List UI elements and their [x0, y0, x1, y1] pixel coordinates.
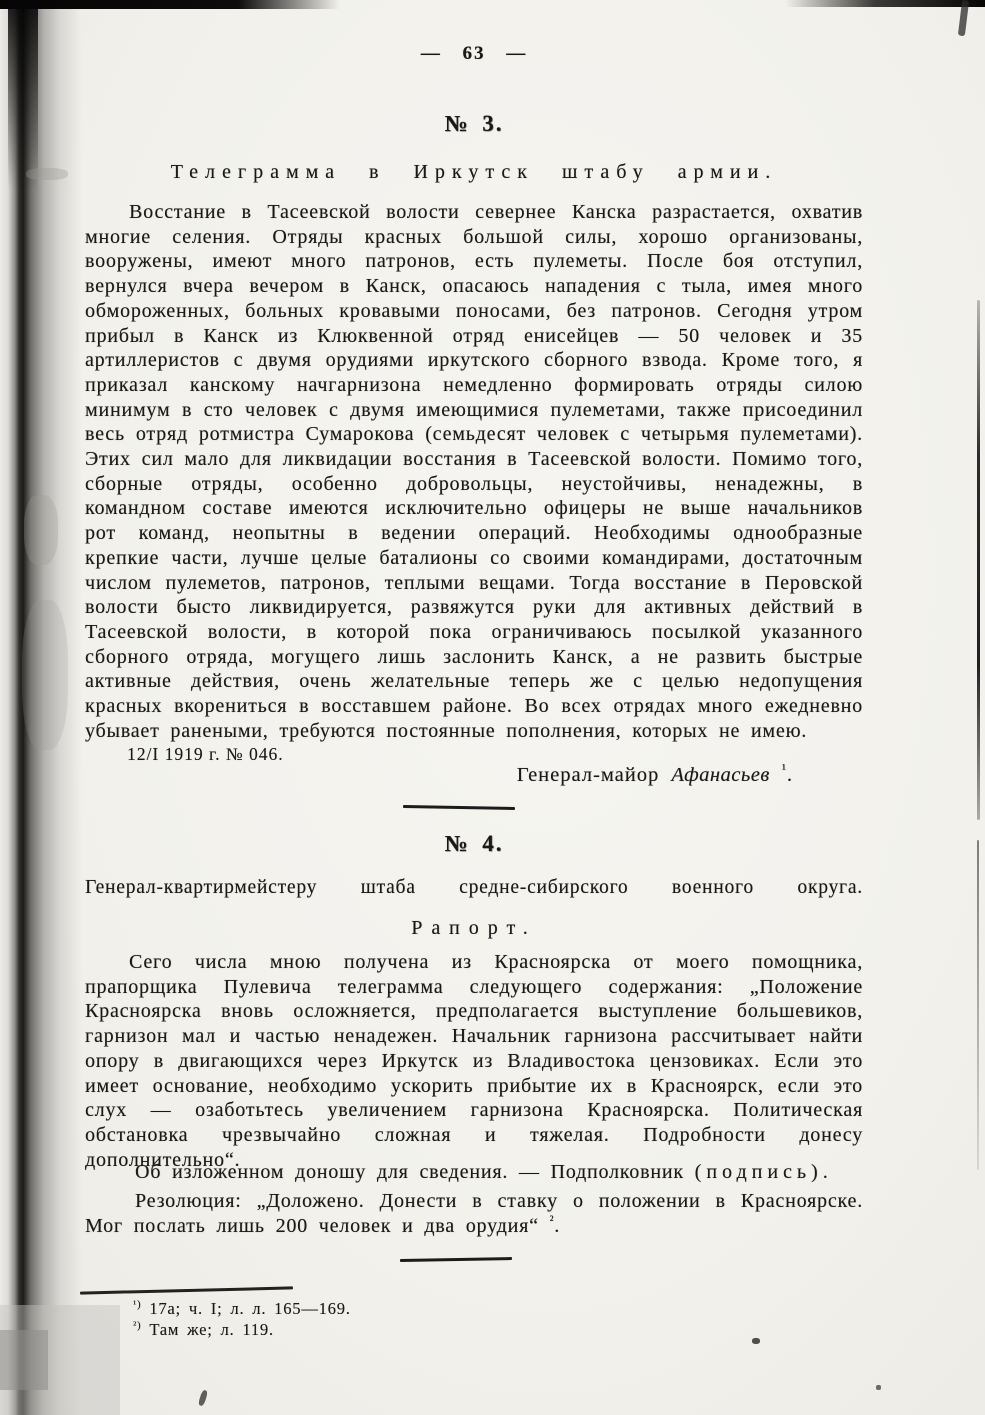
scan-binding-shadow	[0, 0, 82, 1415]
scan-right-edge-line	[977, 300, 980, 820]
footnote-ref-1: ¹	[781, 761, 787, 777]
scan-speck	[752, 1338, 760, 1344]
footnote-1-text: 17а; ч. I; л. л. 165—169.	[149, 1299, 351, 1318]
doc3-number: № 3.	[444, 111, 504, 136]
end-divider	[400, 1257, 512, 1262]
signature-period: .	[786, 764, 793, 786]
doc4-note-line	[85, 1160, 863, 1185]
scan-smudge	[26, 168, 68, 180]
footnote-2-marker: ²)	[133, 1319, 142, 1332]
doc4-number: № 4.	[444, 831, 504, 856]
page-number: — 63 —	[420, 43, 528, 64]
scan-top-edge-left	[0, 0, 340, 9]
doc3-date-line: 12/I 1919 г. № 046.	[127, 744, 284, 764]
signature-rank: Генерал-майор	[516, 764, 660, 786]
doc3-signature	[516, 761, 793, 787]
doc3-title: Телеграмма в Иркутск штабу армии.	[170, 161, 778, 183]
note-period: .	[822, 1161, 829, 1183]
scan-top-right-streak	[958, 0, 969, 36]
scan-binding-shadow-top	[8, 0, 38, 190]
doc4-address: Генерал-квартирмейстеру штаба средне-сибирского военного округа.	[85, 877, 863, 898]
footnote-1	[133, 1299, 351, 1319]
resolution-period: .	[554, 1214, 561, 1237]
doc3-body: Восстание в Тасеевской волости севернее Канска разрастается, охватив многие селения. Отряды красных большой силы, хорошо организованы, вооружены, имеют много патронов, есть пулеметы. После боя отступил, вернулся вчера вечером в Канск, опасаюсь нападения с тыла, имея много обмороженных, больных кровавыми поносами, без патронов. Сегодня утром прибыл в Канск из Клюквенной отряд енисейцев — 50 человек и 35 артиллеристов с двумя орудиями иркутского сборного взвода. Кроме того, я приказал канскому начгарнизона немедленно формировать отряды силою минимум в сто человек с двумя имеющимися пулеметами, также присоединил весь отряд ротмистра Сумарокова (семьдесят человек с четырьмя пулеметами). Этих сил мало для ликвидации восстания в Тасеевской волости. Помимо того, сборные отряды, особенно добровольцы, неустойчивы, ненадежны, в командном составе имеются исключительно офицеры не выше начальников рот команд, неопытны в ведении операций. Необходимы однообразные крепкие части, лучше целые баталионы со своими командирами, достаточным числом пулеметов, патронов, теплыми вещами. Тогда восстание в Перовской волости бысто ликвидируется, развяжутся руки для активных действий в Тасеевской волости, в которой пока ограничиваюсь посылкой указанного сборного отряда, могущего лишь заслонить Канск, а не развить быстрые активные действия, очень желательные теперь же с целью недопущения красных вкорениться в восставшем районе. Во всех отрядах много ежедневно убывает ранеными, требуются постоянные пополнения, которых не имею.	[85, 201, 863, 742]
scan-smudge	[22, 600, 68, 750]
scan-speck	[198, 1389, 209, 1406]
footnote-1-marker: ¹)	[133, 1298, 142, 1311]
scan-top-edge-right	[785, 0, 985, 7]
doc4-resolution	[85, 1189, 863, 1238]
footnote-rule	[80, 1286, 293, 1294]
note-signature-placeholder: (подпись)	[694, 1161, 823, 1183]
section-divider	[403, 805, 515, 810]
note-text: Об изложенном доношу для сведения. — Подполковник	[135, 1161, 695, 1183]
footnote-ref-2: ²	[549, 1212, 555, 1228]
doc4-body: Сего числа мною получена из Красноярска от моего помощника, прапорщика Пулевича телеграмма следующего содержания: „Положение Красноярска вновь осложняется, предполагается выступление большевиков, гарнизон мал и частью ненадежен. Начальник гарнизона рассчитывает найти опору в двигающихся через Иркутск из Владивостока цензовиках. Если это имеет основание, необходимо ускорить прибытие их в Красноярск, если это слух — озаботьтесь увеличением гарнизона Красноярска. Политическая обстановка чрезвычайно сложная и тяжелая. Подробности донесу дополнительно“.	[85, 951, 863, 1171]
footnote-2	[133, 1320, 274, 1340]
signature-name: Афанасьев	[671, 764, 770, 786]
scan-speck	[876, 1385, 881, 1390]
scan-bottom-left-smudge	[0, 1305, 120, 1415]
scan-right-edge-line-lower	[977, 840, 979, 1170]
scan-smudge	[24, 495, 58, 565]
footnote-2-text: Там же; л. 119.	[149, 1320, 274, 1339]
resolution-text: Резолюция: „Доложено. Донести в ставку о положении в Красноярске. Мог послать лишь 200 человек и два орудия“	[85, 1190, 863, 1237]
scan-bottom-left-smudge	[0, 1330, 48, 1390]
doc4-subtitle: Рапорт.	[411, 917, 537, 939]
